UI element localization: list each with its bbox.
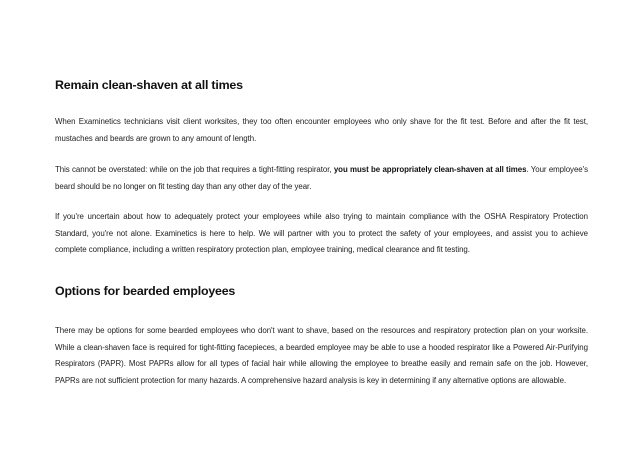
section-heading-clean-shaven: Remain clean-shaven at all times <box>55 78 243 92</box>
paragraph-technician-visits: When Examinetics technicians visit client worksites, they too often encounter employees who only shave for the fit test. Before and after the fit test, mustaches and beards are grown to any amount of length. <box>55 117 588 143</box>
section-heading-bearded-options: Options for bearded employees <box>55 284 236 298</box>
paragraph-overstated <box>55 162 588 195</box>
emphasis-clean-shaven: you must be appropriately clean-shaven at all times <box>333 165 527 174</box>
paragraph-papr-options: There may be options for some bearded employees who don't want to shave, based on the resources and respiratory protection plan on your worksite. While a clean-shaven face is required for tight-fitting facepieces, a bearded employee may be able to use a hooded respirator like a Powered Air-Purifying Respirators (PAPR). Most PAPRs allow for all types of facial hair while allowing the employee to breathe easily and remain safe on the job. However, PAPRs are not sufficient protection for many hazards. A comprehensive hazard analysis is key in determining if any alternative options are allowable. <box>55 326 588 385</box>
paragraph-text: This cannot be overstated: while on the job that requires a tight-fitting respirator, <box>55 165 334 174</box>
paragraph-text: . Your employee's beard should be no longer on fit testing day than any other day of the year. <box>55 165 588 191</box>
paragraph-examinetics-help: If you're uncertain about how to adequately protect your employees while also trying to maintain compliance with the OSHA Respiratory Protection Standard, you're not alone. Examinetics is here to help. We will partner with you to protect the safety of your employees, and assist you to achieve complete compliance, including a written respiratory protection plan, employee training, medical clearance and fit testing. <box>55 212 588 254</box>
